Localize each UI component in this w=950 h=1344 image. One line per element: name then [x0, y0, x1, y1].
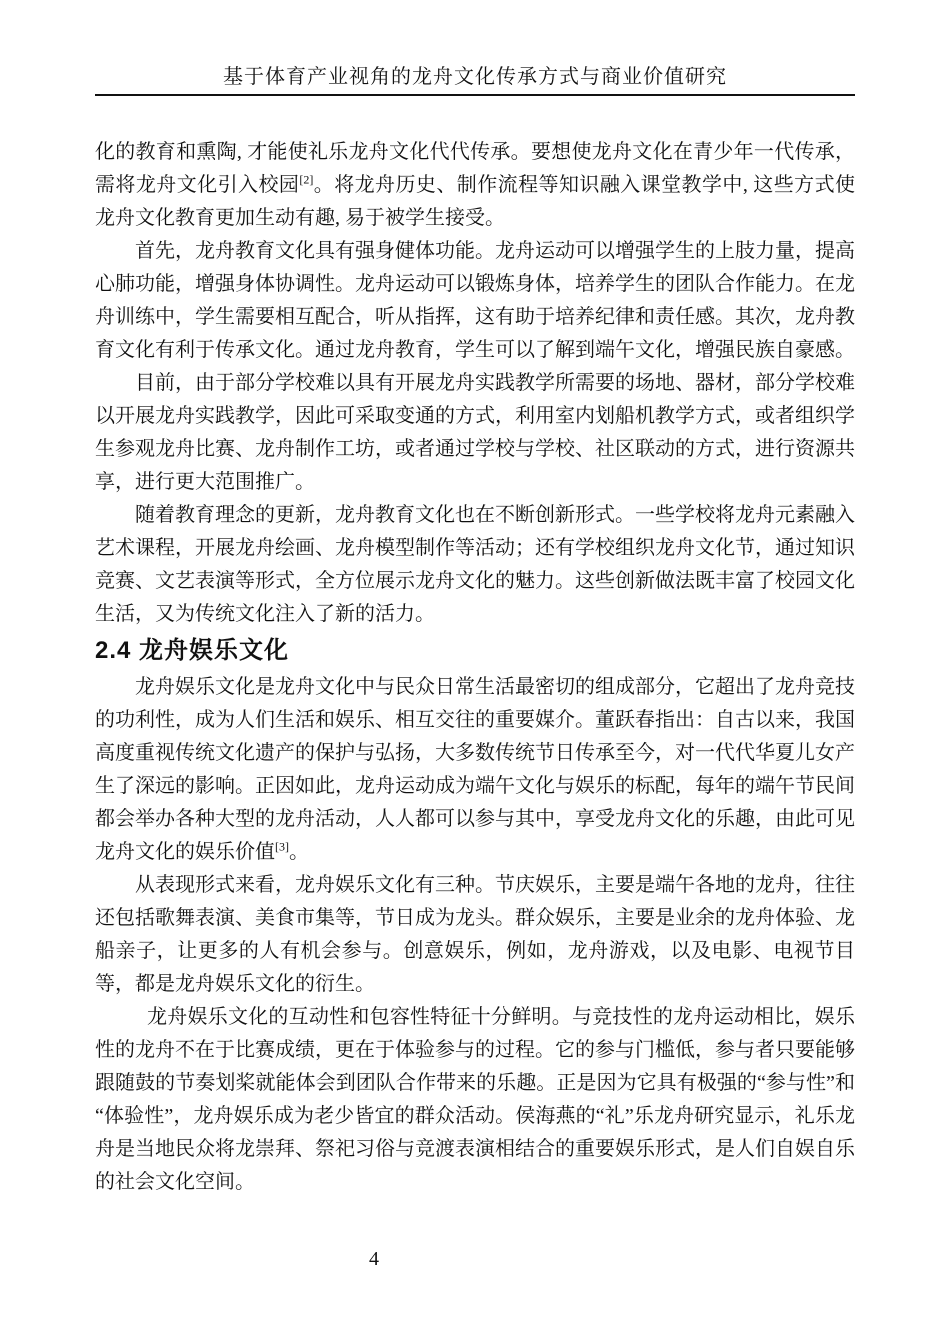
page-number: 4: [369, 1248, 379, 1270]
section-heading: 2.4 龙舟娱乐文化: [95, 637, 290, 664]
document-body: [95, 136, 855, 1221]
page-header: [95, 60, 855, 96]
paragraph: 随着教育理念的更新，龙舟教育文化也在不断创新形式。一些学校将龙舟元素融入艺术课程，开展龙舟绘画、龙舟模型制作等活动；还有学校组织龙舟文化节，通过知识竞赛、文艺表演等形式，全方位展示龙舟文化的魅力。这些创新做法既丰富了校园文化生活，又为传统文化注入了新的活力。: [95, 504, 855, 625]
citation-marker: [3]: [275, 839, 289, 854]
paragraph: 龙舟娱乐文化是龙舟文化中与民众日常生活最密切的组成部分，它超出了龙舟竞技的功利性，成为人们生活和娱乐、相互交往的重要媒介。董跃春指出：自古以来，我国高度重视传统文化遗产的保护与弘扬，大多数传统节日传承至今，对一代代华夏儿女产生了深远的影响。正因如此，龙舟运动成为端午文化与娱乐的标配，每年的端午节民间都会举办各种大型的龙舟活动，人人都可以参与其中，享受龙舟文化的乐趣，由此可见龙舟文化的娱乐价值[3]。: [95, 676, 855, 863]
paragraph: 首先，龙舟教育文化具有强身健体功能。龙舟运动可以增强学生的上肢力量，提高心肺功能，增强身体协调性。龙舟运动可以锻炼身体，培养学生的团队合作能力。在龙舟训练中，学生需要相互配合，听从指挥，这有助于培养纪律和责任感。其次，龙舟教育文化有利于传承文化。通过龙舟教育，学生可以了解到端午文化，增强民族自豪感。: [95, 240, 855, 361]
running-head-title: 基于体育产业视角的龙舟文化传承方式与商业价值研究: [223, 66, 727, 88]
paragraph: 目前，由于部分学校难以具有开展龙舟实践教学所需要的场地、器材，部分学校难以开展龙舟实践教学，因此可采取变通的方式，利用室内划船机教学方式，或者组织学生参观龙舟比赛、龙舟制作工坊，或者通过学校与学校、社区联动的方式，进行资源共享，进行更大范围推广。: [95, 372, 855, 493]
paragraph: 化的教育和熏陶, 才能使礼乐龙舟文化代代传承。要想使龙舟文化在青少年一代传承，需将龙舟文化引入校园[2]。将龙舟历史、制作流程等知识融入课堂教学中, 这些方式使龙舟文化教育更加生动有趣, 易于被学生接受。: [95, 141, 855, 229]
paragraph: 龙舟娱乐文化的互动性和包容性特征十分鲜明。与竞技性的龙舟运动相比，娱乐性的龙舟不在于比赛成绩，更在于体验参与的过程。它的参与门槛低，参与者只要能够跟随鼓的节奏划桨就能体会到团队合作带来的乐趣。正是因为它具有极强的“参与性”和“体验性”，龙舟娱乐成为老少皆宜的群众活动。侯海燕的“礼”乐龙舟研究显示，礼乐龙舟是当地民众将龙崇拜、祭祀习俗与竞渡表演相结合的重要娱乐形式，是人们自娱自乐的社会文化空间。: [95, 1006, 855, 1193]
citation-marker: [2]: [299, 172, 314, 187]
paragraph: 从表现形式来看，龙舟娱乐文化有三种。节庆娱乐，主要是端午各地的龙舟，往往还包括歌舞表演、美食市集等，节日成为龙头。群众娱乐，主要是业余的龙舟体验、龙船亲子，让更多的人有机会参与。创意娱乐，例如，龙舟游戏，以及电影、电视节目等，都是龙舟娱乐文化的衍生。: [95, 874, 855, 995]
